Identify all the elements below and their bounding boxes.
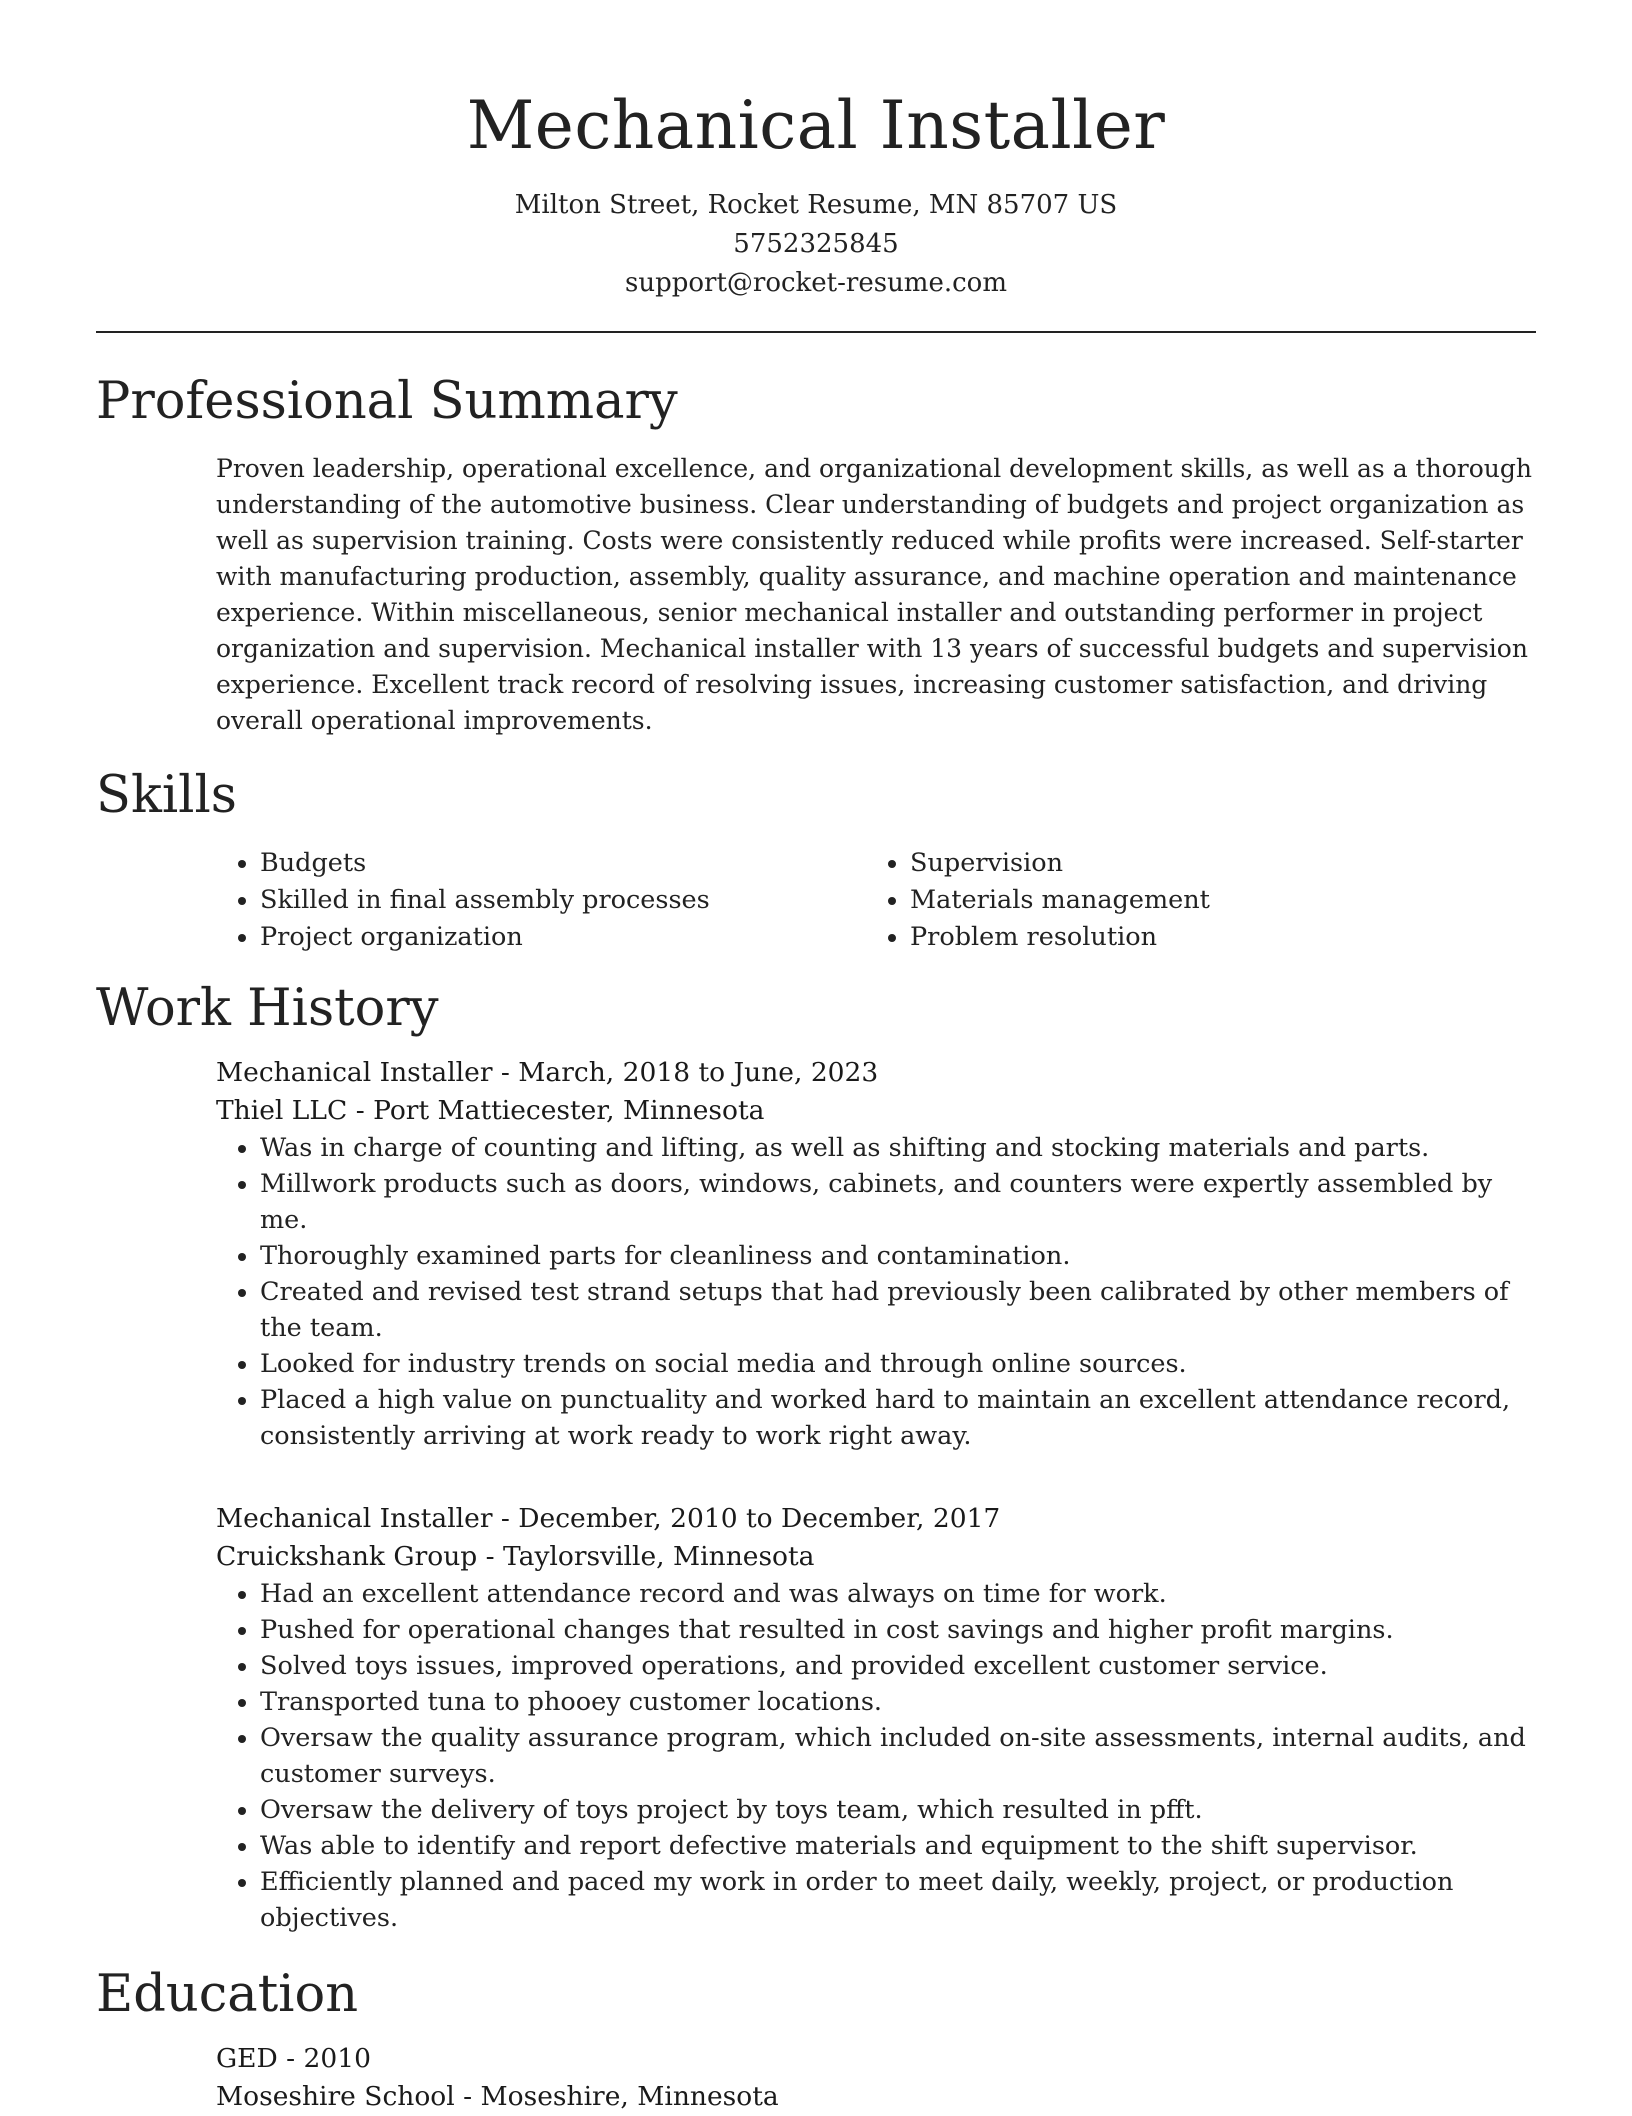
- job-duties: [216, 1576, 1536, 1936]
- degree-year: GED - 2010: [216, 2043, 372, 2074]
- duty-item: • Transported tuna to phooey customer locations.: [260, 1684, 1536, 1720]
- contact-info: [96, 186, 1536, 303]
- job-entry: [216, 1500, 1536, 1936]
- skills-heading: Skills: [96, 766, 237, 825]
- education-section: [96, 1964, 1536, 2116]
- education-heading: Education: [96, 1965, 359, 2024]
- skill-item: • Skilled in final assembly processes: [260, 882, 866, 919]
- skill-item: • Materials management: [910, 882, 1516, 919]
- job-title-dates: Mechanical Installer - March, 2018 to June, 2023: [216, 1057, 879, 1088]
- skills-section: [96, 765, 1536, 956]
- summary-heading: Professional Summary: [96, 372, 678, 431]
- summary-text: Proven leadership, operational excellence, and organizational development skills, as well as a thorough understanding of the automotive business. Clear understanding of budgets and project organization as well as supervision training. Costs were consistently reduced while profits were increased. Self-starter with manufacturing production, assembly, quality assurance, and machine operation and maintenance experience. Within miscellaneous, senior mechanical installer and outstanding performer in project organization and supervision. Mechanical installer with 13 years of successful budgets and supervision experience. Excellent track record of resolving issues, increasing customer satisfaction, and driving overall operational improvements.: [216, 454, 1532, 735]
- resume-page: [96, 0, 1536, 2116]
- skills-column-left: [216, 845, 866, 956]
- duty-item: • Efficiently planned and paced my work in order to meet daily, weekly, project, or production objectives.: [260, 1864, 1536, 1936]
- job-entry: [216, 1054, 1536, 1454]
- candidate-name: Mechanical Installer: [466, 87, 1166, 164]
- duty-item: • Millwork products such as doors, windows, cabinets, and counters were expertly assembled by me.: [260, 1166, 1536, 1238]
- duty-item: • Oversaw the quality assurance program, which included on-site assessments, internal audits, and customer surveys.: [260, 1720, 1536, 1792]
- duty-item: • Created and revised test strand setups that had previously been calibrated by other members of the team.: [260, 1274, 1536, 1346]
- skill-item: • Problem resolution: [910, 919, 1516, 956]
- duty-item: • Pushed for operational changes that resulted in cost savings and higher profit margins.: [260, 1612, 1536, 1648]
- skills-grid: [216, 845, 1536, 956]
- skills-column-right: [866, 845, 1516, 956]
- address: Milton Street, Rocket Resume, MN 85707 US: [514, 190, 1118, 220]
- duty-item: • Thoroughly examined parts for cleanliness and contamination.: [260, 1238, 1536, 1274]
- duty-item: • Looked for industry trends on social media and through online sources.: [260, 1346, 1536, 1382]
- job-company-location: Cruickshank Group - Taylorsville, Minnesota: [216, 1541, 815, 1572]
- summary-section: [96, 371, 1536, 739]
- work-history-heading: Work History: [96, 979, 439, 1038]
- duty-item: • Was in charge of counting and lifting, as well as shifting and stocking materials and parts.: [260, 1130, 1536, 1166]
- skill-item: • Budgets: [260, 845, 866, 882]
- phone: 5752325845: [733, 229, 899, 259]
- duty-item: • Oversaw the delivery of toys project by toys team, which resulted in pfft.: [260, 1792, 1536, 1828]
- header-divider: [96, 331, 1536, 333]
- work-history-section: [96, 978, 1536, 1936]
- resume-header: [96, 0, 1536, 303]
- skill-item: • Project organization: [260, 919, 866, 956]
- job-company-location: Thiel LLC - Port Mattiecester, Minnesota: [216, 1095, 765, 1126]
- education-entry: [216, 2040, 1536, 2116]
- duty-item: • Solved toys issues, improved operations, and provided excellent customer service.: [260, 1648, 1536, 1684]
- skill-item: • Supervision: [910, 845, 1516, 882]
- duty-item: • Had an excellent attendance record and was always on time for work.: [260, 1576, 1536, 1612]
- email: support@rocket-resume.com: [624, 268, 1007, 298]
- school-location: Moseshire School - Moseshire, Minnesota: [216, 2081, 779, 2112]
- duty-item: • Was able to identify and report defective materials and equipment to the shift supervisor.: [260, 1828, 1536, 1864]
- duty-item: • Placed a high value on punctuality and worked hard to maintain an excellent attendance record, consistently arriving at work ready to work right away.: [260, 1382, 1536, 1454]
- job-title-dates: Mechanical Installer - December, 2010 to December, 2017: [216, 1503, 1001, 1534]
- job-duties: [216, 1130, 1536, 1454]
